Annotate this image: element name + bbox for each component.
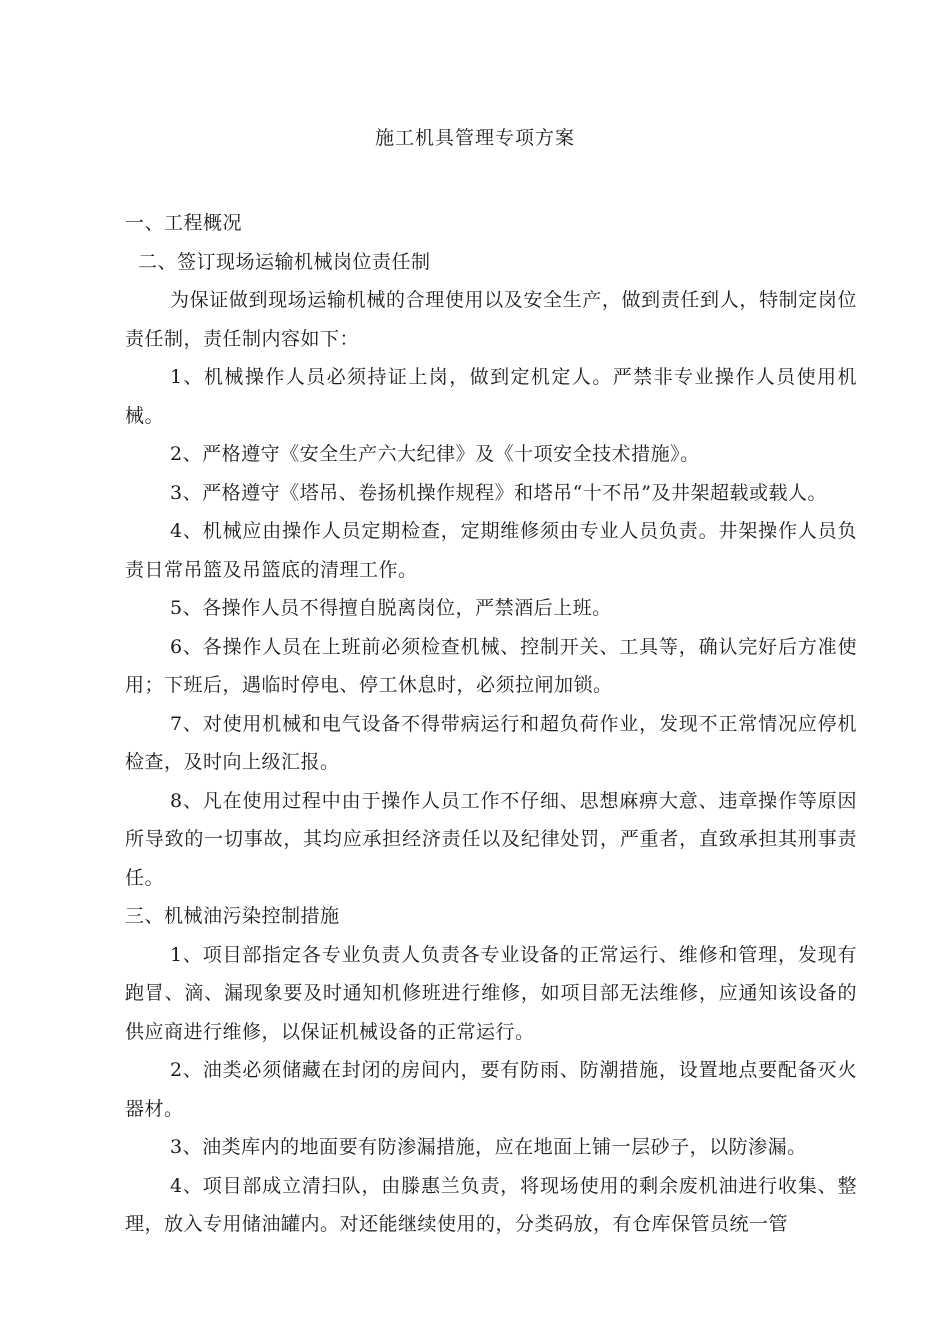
section-2-item: 8、凡在使用过程中由于操作人员工作不仔细、思想麻痹大意、违章操作等原因所导致的一切事故，其均应承担经济责任以及纪律处罚，严重者，直致承担其刑事责任。 [125, 789, 857, 889]
section-3-item: 1、项目部指定各专业负责人负责各专业设备的正常运行、维修和管理，发现有跑冒、滴、漏现象要及时通知机修班进行维修，如项目部无法维修，应通知该设备的供应商进行维修，以保证机械设备的正常运行。 [125, 943, 857, 1043]
section-heading-3: 三、机械油污染控制措施 [125, 905, 340, 927]
section-2-item: 3、严格遵守《塔吊、卷扬机操作规程》和塔吊“十不吊”及井架超载或载人。 [170, 481, 828, 504]
section-2-item: 6、各操作人员在上班前必须检查机械、控制开关、工具等，确认完好后方准使用；下班后，遇临时停电、停工休息时，必须拉闸加锁。 [125, 635, 857, 696]
section-2-item: 7、对使用机械和电气设备不得带病运行和超负荷作业，发现不正常情况应停机检查，及时向上级汇报。 [125, 712, 857, 773]
section-heading-1: 一、工程概况 [125, 212, 243, 234]
section-3-item: 3、油类库内的地面要有防渗漏措施，应在地面上铺一层砂子，以防渗漏。 [170, 1136, 807, 1158]
document-title: 施工机具管理专项方案 [374, 127, 575, 149]
section-2-item: 4、机械应由操作人员定期检查，定期维修须由专业人员负责。井架操作人员负责日常吊篮及吊篮底的清理工作。 [125, 520, 857, 581]
section-2-item: 1、机械操作人员必须持证上岗，做到定机定人。严禁非专业操作人员使用机械。 [125, 366, 857, 427]
document-body [125, 204, 857, 1244]
section-3-item: 2、油类必须储藏在封闭的房间内，要有防雨、防潮措施，设置地点要配备灭火器材。 [125, 1059, 857, 1120]
section-3-item: 4、项目部成立清扫队，由滕惠兰负责，将现场使用的剩余废机油进行收集、整理，放入专用储油罐内。对还能继续使用的，分类码放，有仓库保管员统一管 [125, 1174, 857, 1235]
section-2-item: 2、严格遵守《安全生产六大纪律》及《十项安全技术措施》。 [170, 443, 700, 465]
section-heading-2: 二、签订现场运输机械岗位责任制 [138, 250, 431, 273]
section-2-item: 5、各操作人员不得擅自脱离岗位，严禁酒后上班。 [170, 597, 612, 619]
section-2-intro: 为保证做到现场运输机械的合理使用以及安全生产，做到责任到人，特制定岗位责任制，责任制内容如下： [125, 289, 857, 350]
